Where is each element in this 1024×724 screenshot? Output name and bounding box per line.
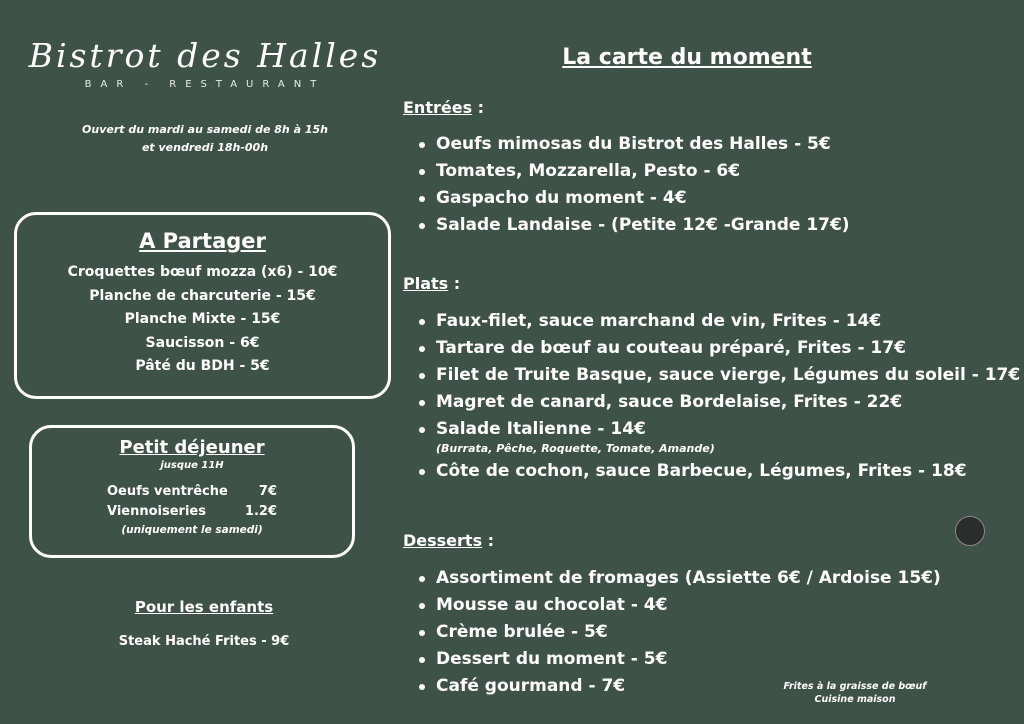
kids-item: Steak Haché Frites - 9€ (118, 634, 290, 649)
menu-item: Magret de canard, sauce Bordelaise, Frites - 22€ (418, 389, 1020, 416)
share-item: Planche Mixte - 15€ (124, 311, 281, 327)
menu-item: Tomates, Mozzarella, Pesto - 6€ (418, 158, 850, 185)
item-name: Oeufs ventrêche (107, 484, 228, 499)
footer-line: Frites à la graisse de bœuf (783, 681, 927, 692)
menu-item: Gaspacho du moment - 4€ (418, 185, 850, 212)
share-box (14, 212, 391, 399)
menu-item: Mousse au chocolat - 4€ (418, 592, 941, 619)
restaurant-tagline: BAR - RESTAURANT (84, 79, 326, 90)
kids-title: Pour les enfants (134, 598, 274, 616)
share-item: Planche de charcuterie - 15€ (89, 287, 316, 304)
item-price: 1.2€ (244, 504, 277, 519)
menu-item-note: (Burrata, Pêche, Roquette, Tomate, Amande) (436, 442, 715, 455)
opening-hours (20, 121, 390, 157)
breakfast-subtitle: jusque 11H (160, 460, 224, 471)
menu-title: La carte du moment (562, 45, 812, 70)
breakfast-note: (uniquement le samedi) (121, 524, 263, 536)
entrees-heading: Entrées : (403, 98, 485, 117)
plats-heading: Plats : (403, 274, 461, 293)
heading-label: Plats (403, 274, 449, 293)
desserts-heading: Desserts : (403, 531, 495, 550)
share-item: Saucisson - 6€ (145, 334, 260, 351)
heading-label: Entrées (403, 98, 473, 117)
menu-item: Salade Italienne - 14€ (418, 416, 1020, 443)
heading-label: Desserts (403, 531, 483, 550)
hours-line: Ouvert du mardi au samedi de 8h à 15h (82, 123, 328, 136)
item-price: 7€ (258, 484, 277, 499)
menu-item: Salade Landaise - (Petite 12€ -Grande 17€) (418, 212, 850, 239)
hours-line: et vendredi 18h-00h (141, 141, 269, 154)
menu-item: Filet de Truite Basque, sauce vierge, Légumes du soleil - 17€ (418, 362, 1020, 389)
menu-item: Tartare de bœuf au couteau préparé, Frites - 17€ (418, 335, 1020, 362)
menu-item: Côte de cochon, sauce Barbecue, Légumes, Frites - 18€ (418, 458, 1020, 485)
menu-item: Assortiment de fromages (Assiette 6€ / Ardoise 15€) (418, 565, 941, 592)
item-name: Viennoiseries (107, 504, 206, 519)
entrees-list (418, 131, 850, 239)
breakfast-item (32, 482, 352, 502)
plats-list (418, 308, 1020, 485)
footer-notes (770, 680, 940, 706)
breakfast-box (29, 425, 355, 558)
menu-item: Crème brulée - 5€ (418, 619, 941, 646)
share-item: Pâté du BDH - 5€ (135, 358, 270, 374)
restaurant-logo: Bistrot des Halles (28, 36, 382, 75)
menu-item: Café gourmand - 7€ (418, 673, 941, 700)
menu-item: Oeufs mimosas du Bistrot des Halles - 5€ (418, 131, 850, 158)
breakfast-item (32, 502, 352, 522)
breakfast-title: Petit déjeuner (119, 437, 265, 458)
share-title: A Partager (139, 229, 266, 253)
footer-line: Cuisine maison (814, 694, 896, 705)
quality-stamp-icon (955, 516, 985, 546)
menu-item: Dessert du moment - 5€ (418, 646, 941, 673)
menu-item: Faux-filet, sauce marchand de vin, Frites - 14€ (418, 308, 1020, 335)
share-item: Croquettes bœuf mozza (x6) - 10€ (67, 264, 338, 280)
